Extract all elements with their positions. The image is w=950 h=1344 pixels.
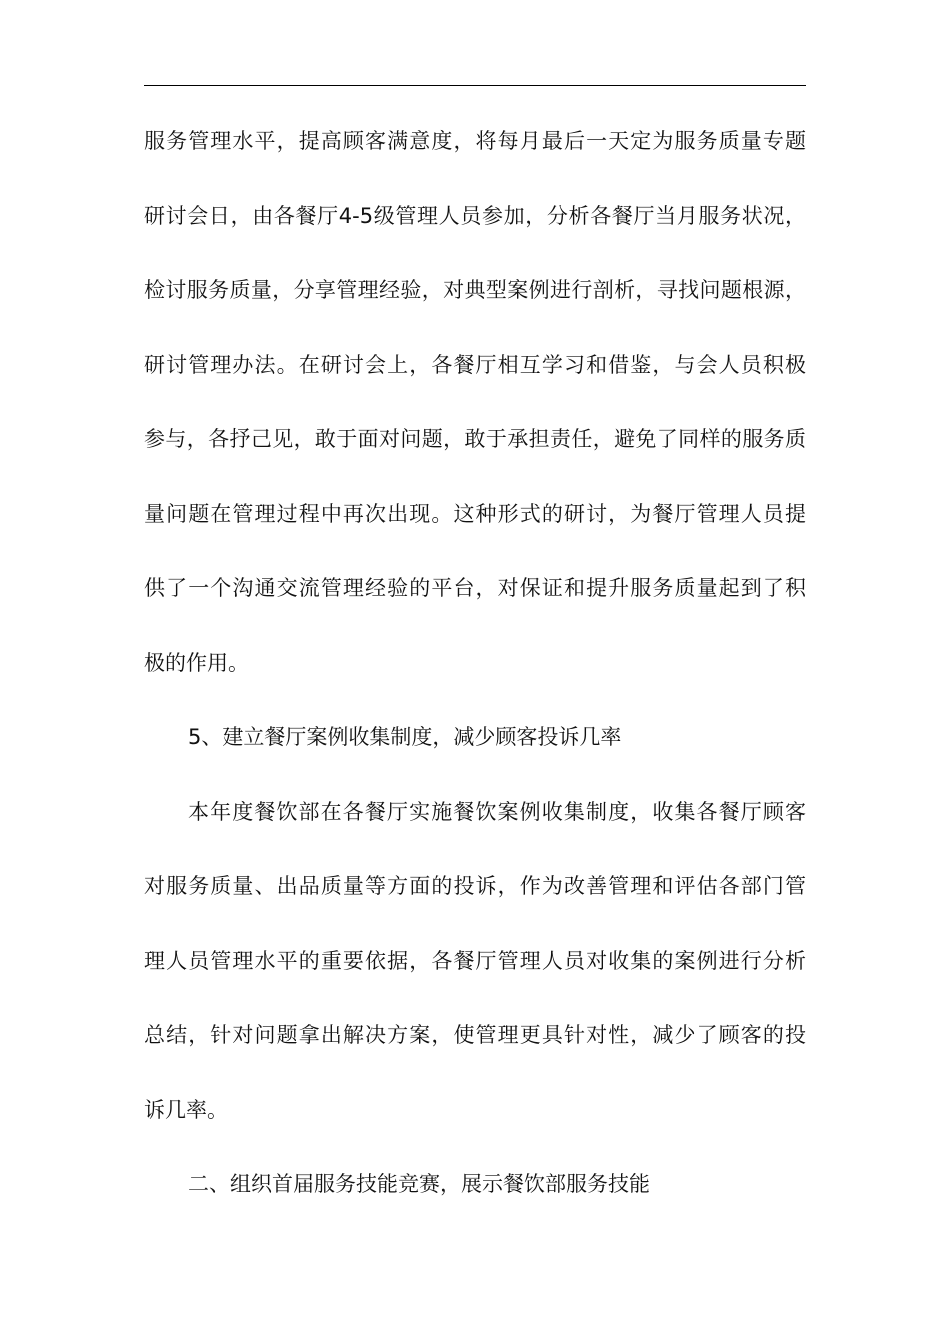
section-heading: 5、建立餐厅案例收集制度，减少顾客投诉几率 — [188, 725, 622, 749]
text-line: 检讨服务质量，分享管理经验，对典型案例进行剖析，寻找问题根源， — [144, 278, 806, 302]
text-line: 研讨管理办法。在研讨会上，各餐厅相互学习和借鉴，与会人员积极 — [144, 352, 806, 377]
text-line: 服务管理水平，提高顾客满意度，将每月最后一天定为服务质量专题 — [144, 129, 806, 153]
text-line: 诉几率。 — [144, 1097, 228, 1122]
text-line: 参与，各抒己见，敢于面对问题，敢于承担责任，避免了同样的服务质 — [144, 427, 806, 451]
text-line: 理人员管理水平的重要依据，各餐厅管理人员对收集的案例进行分析 — [144, 948, 806, 973]
text-line: 极的作用。 — [144, 650, 249, 675]
text-line: 总结，针对问题拿出解决方案，使管理更具针对性，减少了顾客的投 — [144, 1023, 806, 1047]
text-line: 对服务质量、出品质量等方面的投诉，作为改善管理和评估各部门管 — [144, 874, 806, 898]
text-line: 量问题在管理过程中再次出现。这种形式的研讨，为餐厅管理人员提 — [144, 501, 806, 526]
text-line: 供了一个沟通交流管理经验的平台，对保证和提升服务质量起到了积 — [144, 576, 806, 600]
document-body — [144, 104, 806, 1222]
text-line: 研讨会日，由各餐厅4-5级管理人员参加，分析各餐厅当月服务状况， — [144, 203, 806, 228]
header-rule — [144, 85, 806, 86]
text-line: 本年度餐饮部在各餐厅实施餐饮案例收集制度，收集各餐厅顾客 — [188, 799, 806, 824]
section-heading: 二、组织首届服务技能竞赛，展示餐饮部服务技能 — [188, 1172, 650, 1196]
